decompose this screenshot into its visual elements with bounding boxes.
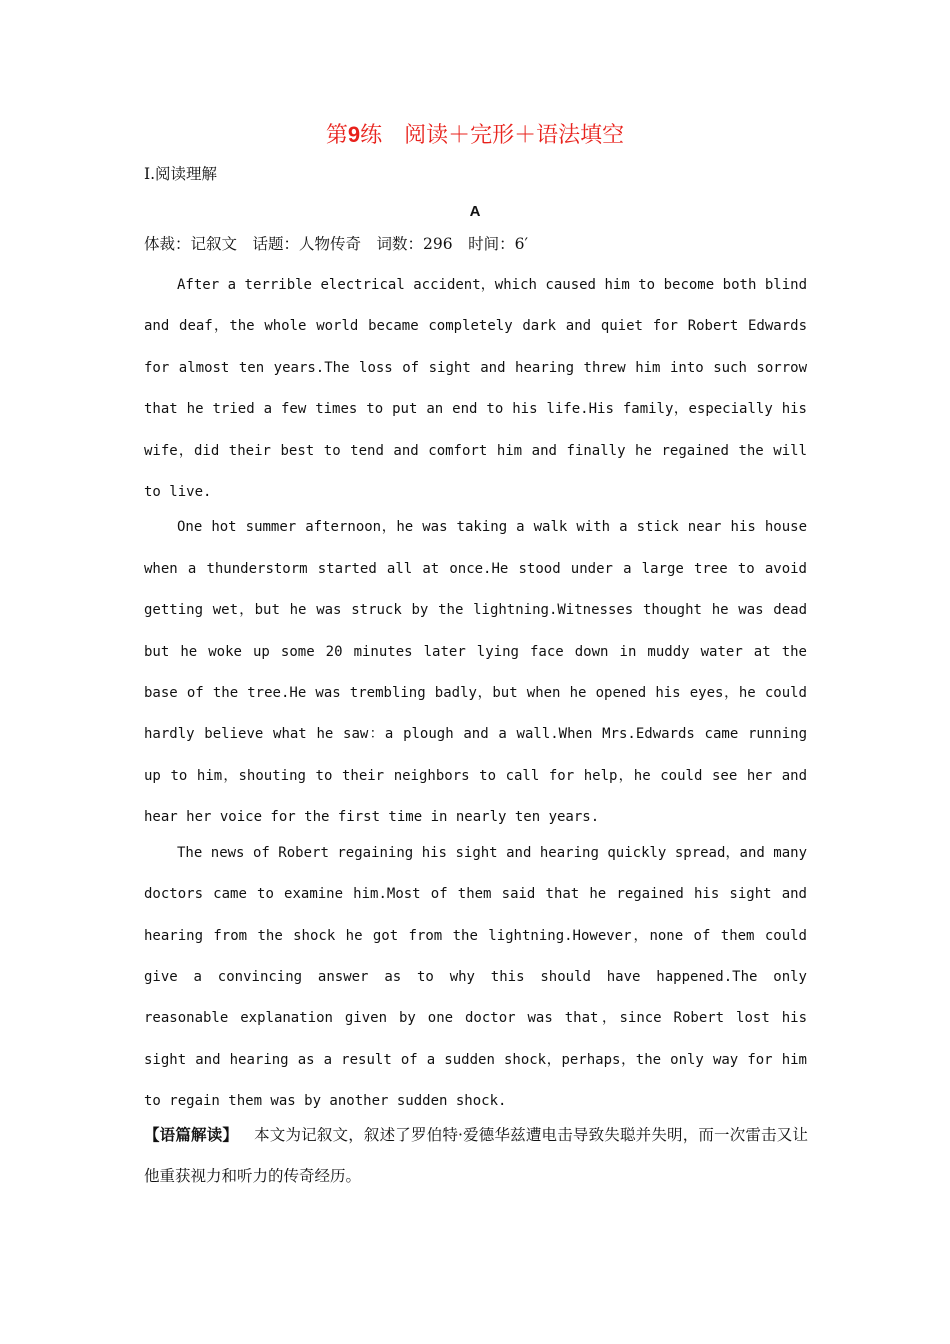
- title-rest: 练 阅读＋完形＋语法填空: [360, 123, 625, 148]
- passage-paragraph: After a terrible electrical accident，which caused him to become both blind and deaf，the whole world became completely dark and quiet for Robert Edwards for almost ten years.The loss of sight and hearing threw him into such sorrow that he tried a few times to put an end to his life.His family，especially his wife，did their best to tend and comfort him and finally he regained the will to live.: [144, 277, 807, 501]
- analysis-label: 【语篇解读】: [144, 1125, 239, 1144]
- passage-meta: 体裁：记叙文 话题：人物传奇 词数：296 时间：6′: [144, 235, 528, 253]
- passage-paragraph: One hot summer afternoon，he was taking a walk with a stick near his house when a thunderstorm started all at once.He stood under a large tree to avoid getting wet，but he was struck by the lightning.Witnesses thought he was dead but he woke up some 20 minutes later lying face down in muddy water at the base of the tree.He was trembling badly，but when he opened his eyes，he could hardly believe what he saw：a plough and a wall.When Mrs.Edwards came running up to him，shouting to their neighbors to call for help，he could see her and hear her voice for the first time in nearly ten years.: [144, 519, 807, 826]
- section-heading: Ⅰ.阅读理解: [144, 165, 218, 183]
- title-number: 9: [347, 122, 361, 147]
- passage-letter: A: [469, 203, 481, 220]
- passage-paragraph: The news of Robert regaining his sight and hearing quickly spread，and many doctors came to examine him.Most of them said that he regained his sight and hearing from the shock he got from the lightning.However，none of them could give a convincing answer as to why this should have happened.The only reasonable explanation given by one doctor was that，since Robert lost his sight and hearing as a result of a sudden shock，perhaps，the only way for him to regain them was by another sudden shock.: [144, 844, 807, 1110]
- passage-analysis: [144, 1114, 808, 1197]
- title-prefix: 第: [325, 123, 348, 148]
- page-title: [0, 118, 950, 153]
- passage-body: [144, 265, 807, 1123]
- analysis-text: 本文为记叙文，叙述了罗伯特·爱德华兹遭电击导致失聪并失明，而一次雷击又让他重获视力和听力的传奇经历。: [144, 1126, 808, 1185]
